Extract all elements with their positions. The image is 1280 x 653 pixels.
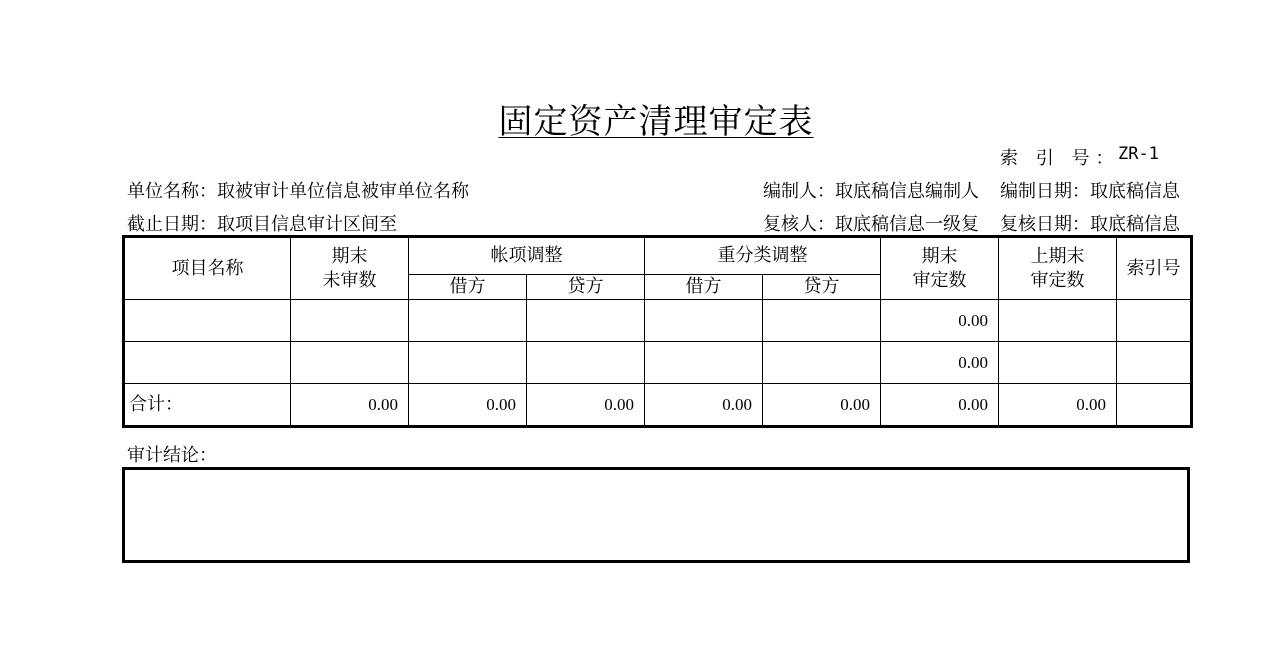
header-reclass-debit: 借方 [645,275,763,300]
audit-conclusion-label: 审计结论： [127,445,217,466]
header-end-unaudited [291,237,409,300]
header-prev-audited-line2: 审定数 [1030,269,1085,291]
cell-prev-audited[interactable] [999,342,1117,384]
cell-unaudited[interactable] [291,342,409,384]
total-row [124,384,1192,427]
audit-conclusion-box[interactable] [122,467,1190,563]
index-number-label: 索 引 号： [1000,148,1120,169]
review-date-field: 复核日期：取底稿信息 [1000,214,1180,235]
cell-adjust-credit[interactable] [527,342,645,384]
header-end-audited [881,237,999,300]
header-end-unaudited-line2: 未审数 [322,269,377,291]
cell-adjust-credit[interactable] [527,300,645,342]
cell-unaudited[interactable] [291,300,409,342]
header-end-audited-line2: 审定数 [912,269,967,291]
header-adjust-debit: 借方 [409,275,527,300]
reviewer-field: 复核人：取底稿信息一级复 [763,214,979,235]
header-item-name: 项目名称 [124,237,291,300]
cell-item-name[interactable] [124,300,291,342]
cutoff-date-field: 截止日期：取项目信息审计区间至 [127,214,397,235]
cell-index-no[interactable] [1117,300,1192,342]
header-prev-audited [999,237,1117,300]
total-reclass-debit[interactable]: 0.00 [645,384,763,427]
cell-reclass-credit[interactable] [763,300,881,342]
total-label: 合计： [124,384,291,427]
header-adjust-credit: 贷方 [527,275,645,300]
table-row [124,342,1192,384]
header-index-no: 索引号 [1117,237,1192,300]
header-reclass-adjust: 重分类调整 [645,237,881,275]
header-row [124,237,1192,275]
total-reclass-credit[interactable]: 0.00 [763,384,881,427]
total-end-audited[interactable]: 0.00 [881,384,999,427]
header-account-adjust: 帐项调整 [409,237,645,275]
total-unaudited[interactable]: 0.00 [291,384,409,427]
header-prev-audited-line1: 上期末 [1030,245,1085,267]
cell-end-audited[interactable]: 0.00 [881,300,999,342]
header-end-unaudited-line1: 期末 [331,245,368,267]
cell-adjust-debit[interactable] [409,300,527,342]
audit-table [122,235,1193,428]
cell-prev-audited[interactable] [999,300,1117,342]
preparer-field: 编制人：取底稿信息编制人 [763,181,979,202]
cell-reclass-debit[interactable] [645,342,763,384]
table-row [124,300,1192,342]
header-reclass-credit: 贷方 [763,275,881,300]
index-number-value: ZR-1 [1118,144,1159,164]
total-adjust-credit[interactable]: 0.00 [527,384,645,427]
total-prev-audited[interactable]: 0.00 [999,384,1117,427]
total-index-no[interactable] [1117,384,1192,427]
cell-end-audited[interactable]: 0.00 [881,342,999,384]
page-title: 固定资产清理审定表 [498,102,814,142]
cell-item-name[interactable] [124,342,291,384]
cell-reclass-debit[interactable] [645,300,763,342]
cell-adjust-debit[interactable] [409,342,527,384]
cell-index-no[interactable] [1117,342,1192,384]
total-adjust-debit[interactable]: 0.00 [409,384,527,427]
header-end-audited-line1: 期末 [921,245,958,267]
cell-reclass-credit[interactable] [763,342,881,384]
prepared-date-field: 编制日期：取底稿信息 [1000,181,1180,202]
unit-name-field: 单位名称：取被审计单位信息被审单位名称 [127,181,469,202]
